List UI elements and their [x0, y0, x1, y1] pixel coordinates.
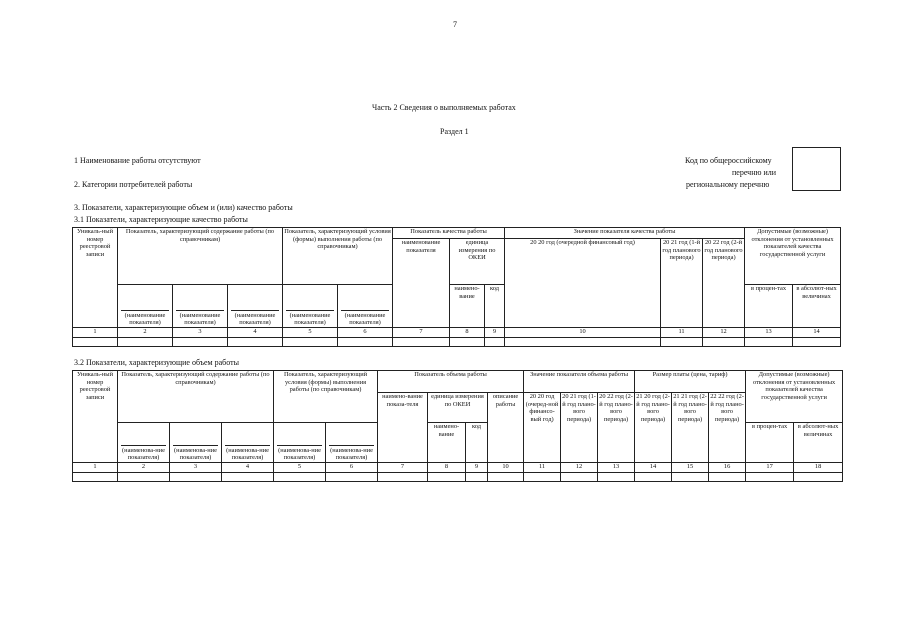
hdr-percent: в процен-тах: [745, 285, 793, 328]
hdr-price-year2: 21 21 год (2-й год плано-вого периода): [672, 393, 709, 463]
col-number: 6: [338, 328, 393, 338]
empty-cell[interactable]: [450, 338, 485, 347]
col-number: 18: [794, 463, 843, 473]
hdr-conditions: Показатель, характеризующий условия (формы) выполнения работы (по справочникам): [283, 228, 393, 285]
empty-cell[interactable]: [746, 473, 794, 482]
sub-conditions-1: (наименование показателя): [283, 285, 338, 328]
item-indicators: 3. Показатели, характеризующие объем и (или) качество работы: [74, 203, 293, 212]
hdr-indicator-name: наимено-вание показа-теля: [378, 393, 428, 463]
empty-cell[interactable]: [488, 473, 524, 482]
col-number: 14: [635, 463, 672, 473]
empty-cell[interactable]: [170, 473, 222, 482]
hdr-content: Показатель, характеризующий содержание работы (по справочникам): [118, 228, 283, 285]
hdr-content: Показатель, характеризующий содержание работы (по справочникам): [118, 371, 274, 423]
page-number: 7: [453, 20, 457, 29]
sub-conditions-2: (наименование показателя): [338, 285, 393, 328]
empty-cell[interactable]: [703, 338, 745, 347]
col-number: 1: [73, 463, 118, 473]
volume-table: [72, 370, 843, 482]
quality-table: [72, 227, 841, 347]
col-number: 10: [488, 463, 524, 473]
col-number: 3: [173, 328, 228, 338]
empty-cell[interactable]: [118, 338, 173, 347]
empty-cell[interactable]: [326, 473, 378, 482]
col-number: 12: [703, 328, 745, 338]
sub-content-1: (наименова-ние показателя): [118, 423, 170, 463]
col-number: 13: [598, 463, 635, 473]
col-number: 11: [524, 463, 561, 473]
empty-cell[interactable]: [283, 338, 338, 347]
col-number: 10: [505, 328, 661, 338]
empty-cell[interactable]: [661, 338, 703, 347]
col-number: 9: [466, 463, 488, 473]
empty-cell[interactable]: [793, 338, 841, 347]
col-number: 16: [709, 463, 746, 473]
hdr-percent: в процен-тах: [746, 423, 794, 463]
hdr-work-description: описание работы: [488, 393, 524, 463]
hdr-unit-name: наимено-вание: [428, 423, 466, 463]
col-number: 4: [228, 328, 283, 338]
empty-cell[interactable]: [118, 473, 170, 482]
hdr-price-year1: 21 20 год (2-й год плано-вого периода): [635, 393, 672, 463]
col-number: 17: [746, 463, 794, 473]
hdr-deviation: Допустимые (возможные) отклонения от установленных показателей качества государственной услуги: [745, 228, 841, 285]
empty-cell[interactable]: [524, 473, 561, 482]
hdr-volume-year-plan1: 20 21 год (1-й год плано-вого периода): [561, 393, 598, 463]
code-label-line2: перечню или: [732, 168, 777, 177]
hdr-absolute: в абсолют-ных величинах: [793, 285, 841, 328]
col-number: 5: [283, 328, 338, 338]
code-box[interactable]: [792, 147, 841, 191]
empty-cell[interactable]: [505, 338, 661, 347]
empty-cell[interactable]: [485, 338, 505, 347]
hdr-unit: единица измерения по ОКЕИ: [450, 239, 505, 285]
hdr-unique-number: Уникаль-ный номер реестровой записи: [73, 371, 118, 463]
col-number: 2: [118, 328, 173, 338]
item-work-name: 1 Наименование работы отсутствуют: [74, 156, 201, 165]
empty-cell[interactable]: [173, 338, 228, 347]
col-number: 4: [222, 463, 274, 473]
hdr-price-year3: 22 22 год (2-й год плано-вого периода): [709, 393, 746, 463]
hdr-unique-number: Уникаль-ный номер реестровой записи: [73, 228, 118, 328]
item-consumer-category: 2. Категории потребителей работы: [74, 180, 193, 189]
col-number: 6: [326, 463, 378, 473]
empty-cell[interactable]: [598, 473, 635, 482]
empty-cell[interactable]: [73, 473, 118, 482]
hdr-deviation: Допустимые (возможные) отклонения от установленных показателей качества государственной услуги: [746, 371, 843, 423]
col-number: 15: [672, 463, 709, 473]
col-number: 7: [393, 328, 450, 338]
hdr-unit-code: код: [485, 285, 505, 328]
hdr-volume-value: Значение показателя объема работы: [524, 371, 635, 393]
item-volume-indicators: 3.2 Показатели, характеризующие объем работы: [74, 358, 239, 367]
hdr-year-plan2: 20 22 год (2-й год планового периода): [703, 239, 745, 328]
sub-content-1: (наименование показателя): [118, 285, 173, 328]
empty-cell[interactable]: [393, 338, 450, 347]
col-number: 1: [73, 328, 118, 338]
hdr-volume-indicator: Показатель объема работы: [378, 371, 524, 393]
hdr-absolute: в абсолют-ных величинах: [794, 423, 843, 463]
empty-cell[interactable]: [378, 473, 428, 482]
empty-cell[interactable]: [561, 473, 598, 482]
section-title: Раздел 1: [440, 127, 469, 136]
col-number: 8: [450, 328, 485, 338]
hdr-volume-year-current: 20 20 год (очеред-ной финансо-вый год): [524, 393, 561, 463]
col-number: 13: [745, 328, 793, 338]
hdr-conditions: Показатель, характеризующий условия (формы) выполнения работы (по справочникам): [274, 371, 378, 423]
empty-cell[interactable]: [222, 473, 274, 482]
sub-conditions-1: (наименова-ние показателя): [274, 423, 326, 463]
empty-cell[interactable]: [672, 473, 709, 482]
empty-cell[interactable]: [228, 338, 283, 347]
sub-content-3: (наименование показателя): [228, 285, 283, 328]
empty-cell[interactable]: [794, 473, 843, 482]
hdr-quality-value: Значение показателя качества работы: [505, 228, 745, 239]
sub-content-2: (наименование показателя): [173, 285, 228, 328]
col-number: 5: [274, 463, 326, 473]
code-label-line3: региональному перечню: [686, 180, 770, 189]
empty-cell[interactable]: [635, 473, 672, 482]
hdr-quality-indicator: Показатель качества работы: [393, 228, 505, 239]
hdr-indicator-name: наименование показателя: [393, 239, 450, 328]
empty-cell[interactable]: [709, 473, 746, 482]
item-quality-indicators: 3.1 Показатели, характеризующие качество работы: [74, 215, 248, 224]
hdr-year-plan1: 20 21 год (1-й год планового периода): [661, 239, 703, 328]
col-number: 3: [170, 463, 222, 473]
part-title: Часть 2 Сведения о выполняемых работах: [372, 103, 516, 112]
hdr-price: Размер платы (цена, тариф): [635, 371, 746, 393]
col-number: 7: [378, 463, 428, 473]
hdr-unit: единица измерения по ОКЕИ: [428, 393, 488, 423]
col-number: 14: [793, 328, 841, 338]
empty-cell[interactable]: [338, 338, 393, 347]
empty-cell[interactable]: [274, 473, 326, 482]
code-label-line1: Код по общероссийскому: [685, 156, 772, 165]
sub-content-2: (наименова-ние показателя): [170, 423, 222, 463]
empty-cell[interactable]: [428, 473, 466, 482]
col-number: 8: [428, 463, 466, 473]
col-number: 11: [661, 328, 703, 338]
hdr-unit-code: код: [466, 423, 488, 463]
empty-cell[interactable]: [466, 473, 488, 482]
col-number: 12: [561, 463, 598, 473]
empty-cell[interactable]: [73, 338, 118, 347]
sub-conditions-2: (наименова-ние показателя): [326, 423, 378, 463]
col-number: 9: [485, 328, 505, 338]
sub-content-3: (наименова-ние показателя): [222, 423, 274, 463]
hdr-volume-year-plan2: 20 22 год (2-й год плано-вого периода): [598, 393, 635, 463]
hdr-unit-name: наимено-вание: [450, 285, 485, 328]
col-number: 2: [118, 463, 170, 473]
hdr-year-current: 20 20 год (очередной финансовый год): [505, 239, 661, 328]
empty-cell[interactable]: [745, 338, 793, 347]
